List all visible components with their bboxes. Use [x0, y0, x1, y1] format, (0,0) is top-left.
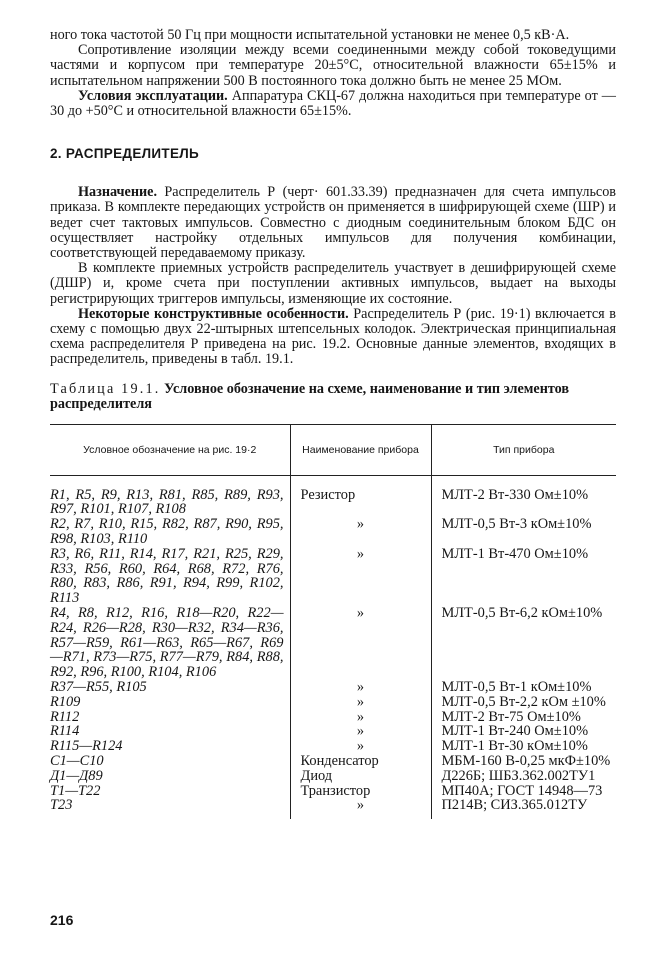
page-number: 216 — [50, 912, 74, 928]
cell-designation: R109 — [50, 693, 81, 710]
cell-type: МЛТ-2 Вт-75 Ом±10% — [431, 710, 616, 725]
cell-type: МЛТ-1 Вт-470 Ом±10% — [431, 547, 616, 606]
cell-type: МЛТ-0,5 Вт-2,2 кОм ±10% — [431, 695, 616, 710]
design-features-lead: Некоторые конструктивные особенности. — [78, 305, 349, 322]
cell-designation: R2, R7, R10, R15, R82, R87, R90, R95, R98, R103, R110 — [50, 516, 284, 548]
cell-type: Д226Б; ШБЗ.362.002ТУ1 — [431, 769, 616, 784]
cell-type: МП40А; ГОСТ 14948—73 — [431, 784, 616, 799]
paragraph-1: ного тока частотой 50 Гц при мощности испытательной установки не менее 0,5 кВ·А. — [50, 27, 570, 43]
table-row — [50, 784, 616, 799]
table-row — [50, 769, 616, 784]
table-row — [50, 517, 616, 547]
paragraph-receiving: В комплекте приемных устройств распределитель участвует в дешифрирующей схеме (ДШР) и, кроме счета при поступлении активных импульсов, выдает на выходы регистрирующих триггеров импульсы, изменяющие их состояние. — [50, 260, 616, 307]
cell-name: Резистор — [290, 475, 431, 517]
paragraph-insulation: Сопротивление изоляции между всеми соединенными между собой токоведущими частями и корпусом при температуре 20±5°С, относительной влажности 65±15% и испытательном напряжении 500 В постоянного тока должно быть не менее 25 МОм. — [50, 42, 616, 89]
cell-designation: R112 — [50, 708, 80, 725]
header-type: Тип прибора — [431, 424, 616, 475]
cell-designation: R1, R5, R9, R13, R81, R85, R89, R93, R97, R101, R107, R108 — [50, 486, 284, 518]
document-page — [50, 28, 616, 819]
cell-designation: R3, R6, R11, R14, R17, R21, R25, R29, R33, R56, R60, R64, R68, R72, R76, R80, R83, R86, R91, R94, R99, R102, R113 — [50, 545, 284, 607]
cell-name: » — [290, 695, 431, 710]
table-row — [50, 606, 616, 680]
cell-type: МЛТ-0,5 Вт-3 кОм±10% — [431, 517, 616, 547]
table-body — [50, 475, 616, 819]
table-row — [50, 754, 616, 769]
table-row — [50, 680, 616, 695]
cell-name: » — [290, 739, 431, 754]
cell-name: Диод — [290, 769, 431, 784]
table-row — [50, 739, 616, 754]
table-row — [50, 724, 616, 739]
cell-type: МЛТ-0,5 Вт-1 кОм±10% — [431, 680, 616, 695]
table-row — [50, 475, 616, 517]
operating-conditions-text: Аппаратура СКЦ-67 должна находиться при температуре от —30 до +50°С и относительной влажности 65±15%. — [50, 87, 616, 120]
cell-designation: R4, R8, R12, R16, R18—R20, R22—R24, R26—R28, R30—R32, R34—R36, R57—R59, R61—R63, R65—R67, R69—R71, R73—R75, R77—R79, R84, R88, R92, R96, R100, R104, R106 — [50, 605, 284, 681]
table-bottom-spacer — [50, 813, 616, 819]
cell-name: » — [290, 798, 431, 813]
cell-designation: R115—R124 — [50, 738, 123, 755]
header-name: Наименование прибора — [290, 424, 431, 475]
table-caption — [50, 382, 616, 413]
table-caption-title: Условное обозначение на схеме, наименование и тип элементов распределителя — [50, 380, 570, 413]
cell-designation: R114 — [50, 723, 80, 740]
cell-name: Транзистор — [290, 784, 431, 799]
paragraph-operating-conditions — [50, 89, 616, 119]
table-row — [50, 695, 616, 710]
cell-type: МЛТ-1 Вт-30 кОм±10% — [431, 739, 616, 754]
cell-designation: C1—C10 — [50, 753, 104, 769]
cell-type: П214В; СИЗ.365.012ТУ — [431, 798, 616, 813]
table-row — [50, 710, 616, 725]
purpose-lead: Назначение. — [78, 184, 158, 201]
table-header-row — [50, 424, 616, 475]
cell-name: » — [290, 724, 431, 739]
header-designation: Условное обозначение на рис. 19·2 — [50, 424, 290, 475]
cell-designation: R37—R55, R105 — [50, 679, 147, 696]
section-heading: 2. РАСПРЕДЕЛИТЕЛЬ — [50, 146, 200, 162]
cell-name: » — [290, 517, 431, 547]
cell-designation: T1—T22 — [50, 782, 101, 799]
paragraph-purpose — [50, 185, 616, 261]
cell-name: » — [290, 710, 431, 725]
table-caption-prefix: Таблица 19.1. — [50, 380, 161, 397]
paragraph-design-features — [50, 307, 616, 368]
cell-type: МЛТ-2 Вт-330 Ом±10% — [431, 475, 616, 517]
table-row — [50, 798, 616, 813]
purpose-text: Распределитель Р (черт· 601.33.39) предназначен для счета импульсов приказа. В комплекте передающих устройств он применяется в шифрирующей схеме (ШР) и ведет счет тактовых импульсов. Совместно с диодным соединительным блоком БДС он осуществляет настройку отдельных импульсов для получения комбинации, соответствующей передаваемому приказу. — [50, 184, 616, 262]
elements-table — [50, 424, 616, 820]
cell-type: МЛТ-0,5 Вт-6,2 кОм±10% — [431, 606, 616, 680]
cell-name: » — [290, 547, 431, 606]
table-row — [50, 547, 616, 606]
cell-name: » — [290, 680, 431, 695]
operating-conditions-lead: Условия эксплуатации. — [78, 87, 228, 104]
cell-type: МБМ-160 В-0,25 мкФ±10% — [431, 754, 616, 769]
cell-type: МЛТ-1 Вт-240 Ом±10% — [431, 724, 616, 739]
cell-name: » — [290, 606, 431, 680]
design-features-text: Распределитель Р (рис. 19·1) включается в схему с помощью двух 22-штырных штепсельных колодок. Электрическая принципиальная схема распределителя Р приведена на рис. 19.2. Основные данные элементов, входящих в распределитель, приведены в табл. 19.1. — [50, 305, 616, 368]
cell-designation: Д1—Д89 — [50, 767, 103, 784]
cell-designation: T23 — [50, 797, 73, 814]
cell-name: Конденсатор — [290, 754, 431, 769]
